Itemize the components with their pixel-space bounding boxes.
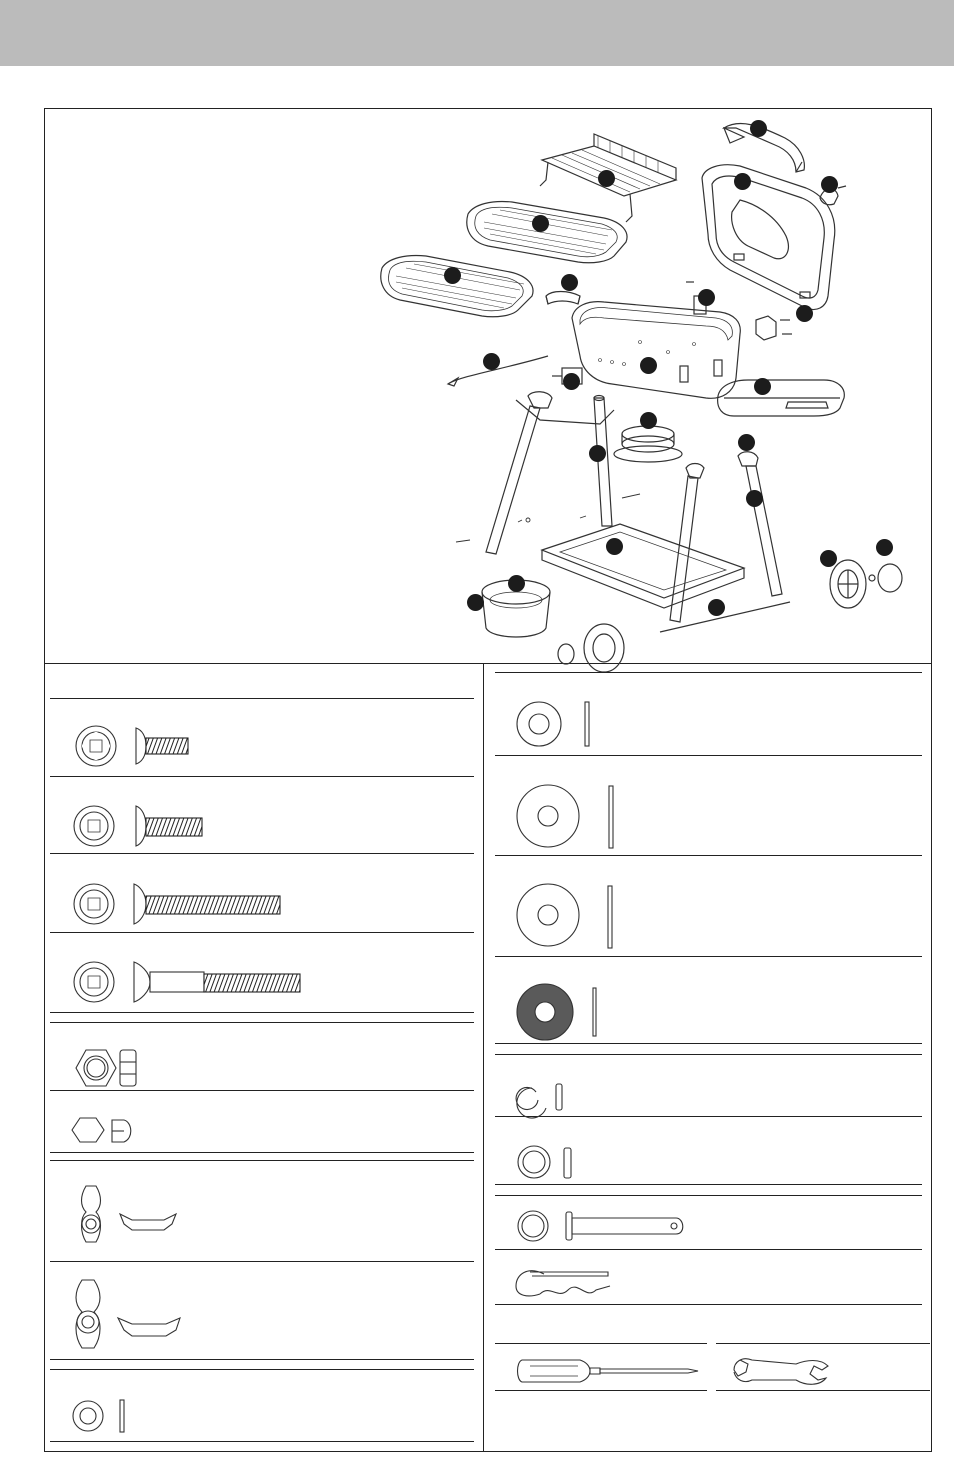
wing-nut-large — [76, 1280, 180, 1348]
bolt-short — [76, 726, 188, 766]
r-clip — [516, 1271, 610, 1296]
flat-washer-b — [517, 785, 613, 848]
lock-washer-large — [518, 1146, 571, 1178]
bolt-long — [74, 884, 280, 924]
flat-washer-c — [517, 884, 612, 948]
hex-nut — [76, 1050, 136, 1086]
wrench — [734, 1359, 828, 1385]
shoulder-bolt — [74, 962, 300, 1002]
wing-nut-small — [82, 1186, 177, 1242]
cap-nut — [72, 1118, 131, 1142]
bolt-medium — [74, 806, 202, 846]
heat-washer — [517, 984, 596, 1040]
flat-washer-small — [73, 1400, 124, 1432]
screwdriver — [518, 1360, 699, 1382]
flat-washer-a — [517, 702, 589, 746]
clevis-pin — [518, 1211, 683, 1241]
lock-washer-small — [516, 1084, 562, 1118]
